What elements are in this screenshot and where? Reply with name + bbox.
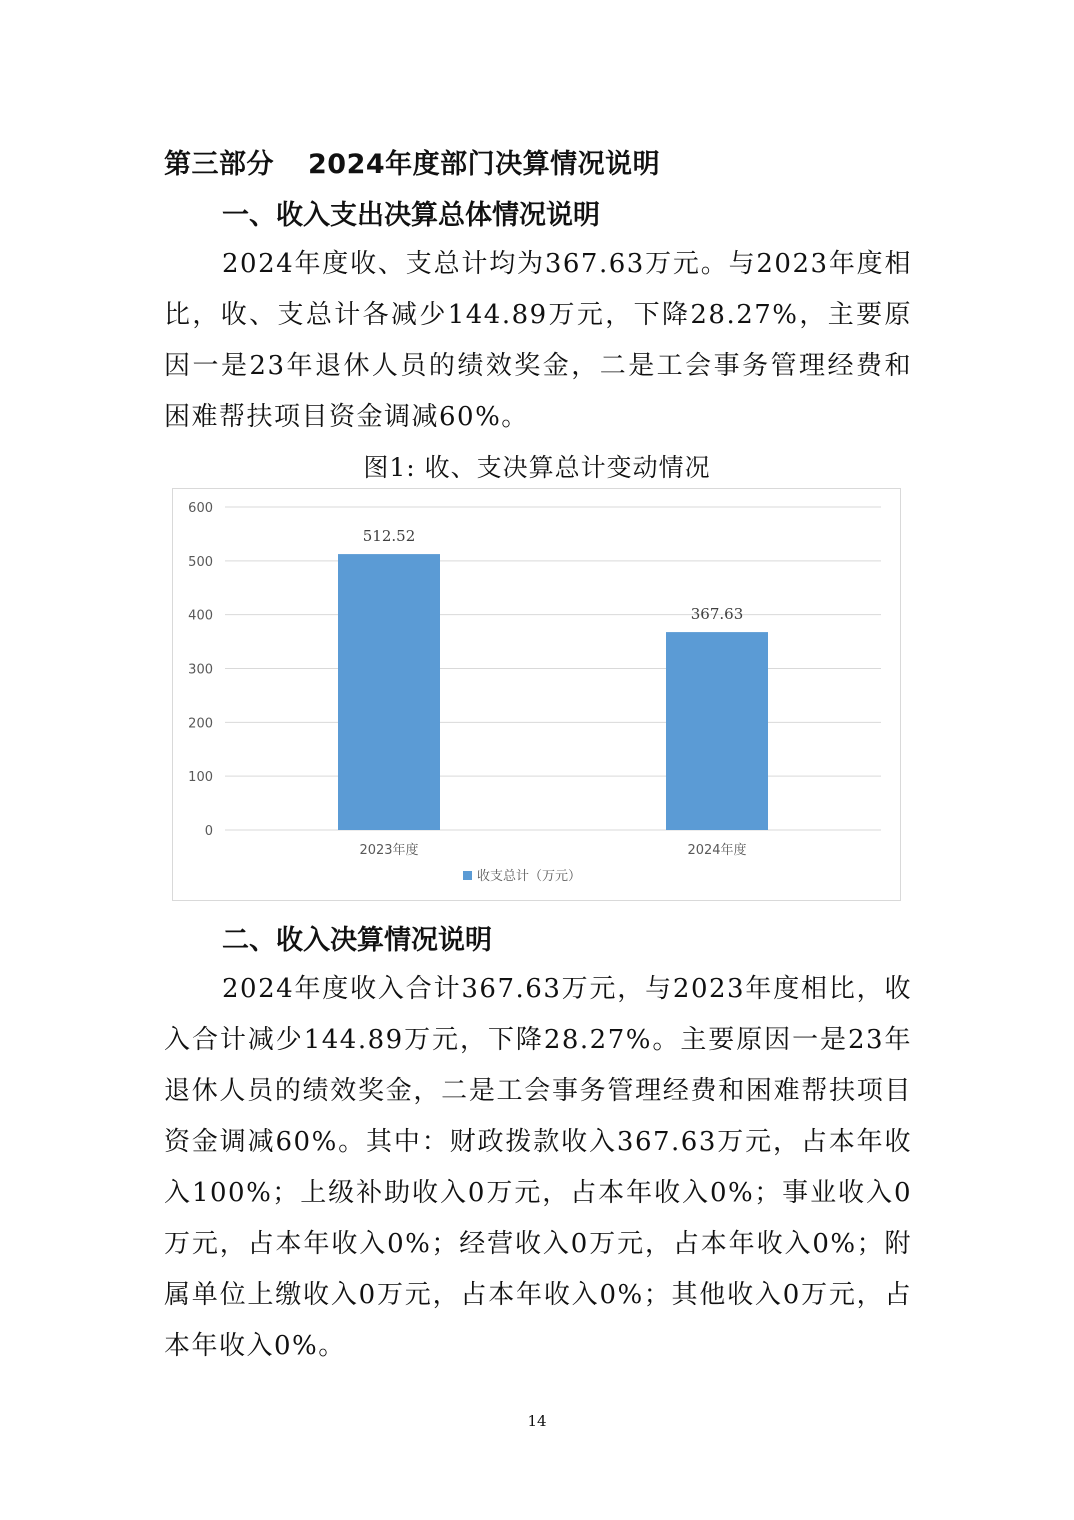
section-heading-part: 第三部分 <box>164 149 274 180</box>
y-tick-label: 200 <box>188 716 213 732</box>
legend-swatch <box>463 871 472 880</box>
bar <box>666 632 768 830</box>
figure-caption: 图1: 收、支决算总计变动情况 <box>363 453 711 482</box>
page-number: 14 <box>527 1412 547 1430</box>
section-heading <box>164 142 660 181</box>
y-tick-label: 100 <box>188 770 213 786</box>
bar-chart <box>172 488 901 901</box>
section1-heading: 一、收入支出决算总体情况说明 <box>222 200 600 231</box>
x-tick-label: 2024年度 <box>687 843 747 858</box>
y-tick-label: 400 <box>188 608 213 624</box>
chart-canvas <box>173 489 902 902</box>
y-tick-label: 600 <box>188 501 213 516</box>
section2-paragraph: 2024年度收入合计367.63万元，与2023年度相比，收入合计减少144.89万元，下降28.27%。主要原因一是23年退休人员的绩效奖金，二是工会事务管理经费和困难帮扶项目资金调减60%。其中：财政拨款收入367.63万元，占本年收入100%；上级补助收入0万元，占本年收入0%；事业收入0万元，占本年收入0%；经营收入0万元，占本年收入0%；附属单位上缴收入0万元，占本年收入0%；其他收入0万元，占本年收入0%。 <box>164 974 912 1361</box>
section2-heading: 二、收入决算情况说明 <box>222 925 492 956</box>
y-tick-label: 300 <box>188 662 213 678</box>
data-label: 367.63 <box>690 605 744 624</box>
x-tick-label: 2023年度 <box>359 843 419 858</box>
data-label: 512.52 <box>362 527 416 546</box>
legend-label: 收支总计（万元） <box>477 869 582 884</box>
bar <box>338 554 440 830</box>
section-heading-title: 2024年度部门决算情况说明 <box>308 149 661 180</box>
y-tick-label: 0 <box>204 824 213 839</box>
y-tick-label: 500 <box>188 554 213 570</box>
section1-paragraph: 2024年度收、支总计均为367.63万元。与2023年度相比，收、支总计各减少144.89万元，下降28.27%，主要原因一是23年退休人员的绩效奖金，二是工会事务管理经费和困难帮扶项目资金调减60%。 <box>164 249 912 432</box>
